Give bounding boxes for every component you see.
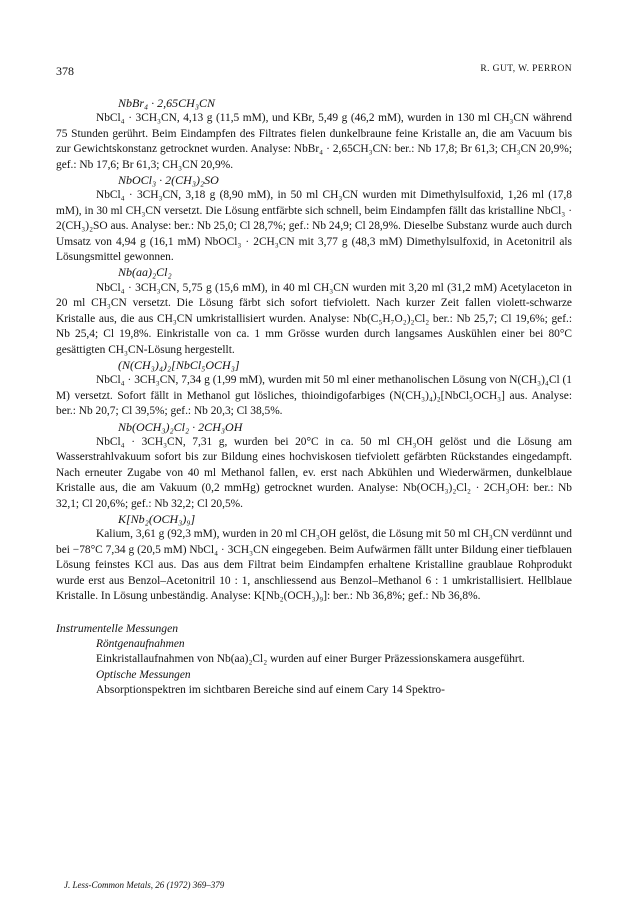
subsection-paragraph: Einkristallaufnahmen von Nb(aa)₂Cl₂ wurden auf einer Burger Präzessionskamera ausgeführt. bbox=[96, 653, 525, 666]
journal-footer: J. Less-Common Metals, 26 (1972) 369–379 bbox=[64, 880, 225, 890]
compound-paragraph: NbCl₄ · 3CH₃CN, 3,18 g (8,90 mM), in 50 ml CH₃CN wurden mit Dimethylsulfoxid, 1,26 ml (17,8 mM), in 30 ml CH₃CN versetzt. Die Lösung entfärbte sich schnell, beim Eindampfen fällt das kristalline NbCl₃ · 2(CH₃)₂SO aus. Analyse: ber.: Nb 25,0; Cl 28,7%; gef.: Nb 24,9; Cl 28,9%. Dieselbe Substanz wurde auch durch Umsatz von 4,94 g (16,1 mM) NbOCl₃ · 2CH₃CN mit 3,77 g (48,3 mM) Dimethylsulfoxid, in Acetonitril als Lösungsmittel gewonnen. bbox=[56, 189, 572, 264]
compound-heading: Nb(OCH₃)₂Cl₂ · 2CH₃OH bbox=[118, 419, 243, 434]
compound-paragraph: NbCl₄ · 3CH₃CN, 7,31 g, wurden bei 20°C in ca. 50 ml CH₃OH gelöst und die Lösung am Wasserstrahlvakuum sofort bis zur Bildung eines hochviskosen tiefviolett gefärbten Rückstandes eingedampft. Nach erneuter Zugabe von 40 ml Methanol fallen, ev. erst nach Abkühlen und Wiederwärmen, dunkelblaue Kristalle aus, die am Vakuum (0,2 mmHg) getrocknet wurden. Analyse: Nb(OCH₃)₂Cl₂ · 2CH₃OH: ber.: Nb 32,1; Cl 20,6%; gef.: Nb 32,2; Cl 20,5%. bbox=[56, 435, 572, 510]
compound-heading: NbOCl₃ · 2(CH₃)₂SO bbox=[118, 173, 219, 188]
page-body bbox=[56, 96, 572, 698]
compound-heading: K[Nb₂(OCH₃)₉] bbox=[118, 511, 196, 526]
compound-heading: (N(CH₃)₄)₂[NbCl₅OCH₃] bbox=[118, 357, 240, 372]
compound-paragraph: NbCl₄ · 3CH₃CN, 5,75 g (15,6 mM), in 40 ml CH₃CN wurden mit 3,20 ml (31,2 mM) Acetylaceton in 20 ml CH₃CN versetzt. Die Lösung färbt sich sofort tiefviolett. Nach kurzer Zeit fallen violett-schwarze Kristalle aus, die aus CH₃CN umkristallisiert wurden. Analyse: Nb(C₅H₇O₂)₂Cl₂ ber.: Nb 25,7; Cl 19,6%; gef.: Nb 25,4; Cl 19,8%. Einkristalle von ca. 1 mm Grösse wurden durch langsames Auskühlen einer bei 80°C gesättigten CH₃CN-Lösung hergestellt. bbox=[56, 281, 572, 356]
page-number: 378 bbox=[56, 64, 74, 78]
compound-heading: Nb(aa)₂Cl₂ bbox=[118, 265, 172, 280]
subsection-heading: Röntgenaufnahmen bbox=[96, 637, 185, 650]
journal-page bbox=[56, 64, 572, 698]
compound-paragraph: NbCl₄ · 3CH₃CN, 4,13 g (11,5 mM), und KBr, 5,49 g (46,2 mM), wurden in 130 ml CH₃CN während 75 Stunden gerührt. Beim Eindampfen des Filtrates fielen dunkelbraune feine Kristalle an, die am Vacuum bis zur Gewichtskonstanz getrocknet wurden. Analyse: NbBr₄ · 2,65CH₃CN: ber.: Nb 17,8; Br 61,3; CH₃CN 20,9%; gef.: Nb 17,6; Br 61,3; CH₃CN 20,9%. bbox=[56, 112, 572, 171]
subsection-paragraph: Absorptionspektren im sichtbaren Bereiche sind auf einem Cary 14 Spektro- bbox=[96, 684, 445, 697]
running-authors: R. GUT, W. PERRON bbox=[480, 64, 572, 74]
compound-paragraph: Kalium, 3,61 g (92,3 mM), wurden in 20 ml CH₃OH gelöst, die Lösung mit 50 ml CH₃CN verdünnt und bei −78°C 7,34 g (20,5 mM) NbCl₄ · 3CH₃CN eingegeben. Beim Aufwärmen fällt unter Bildung einer tiefblauen Lösung feinstes KCl aus. Das aus dem Filtrat beim Eindampfen erhaltene Kristalline graublaue Rohprodukt wurde erst aus Benzol–Acetonitril 10 : 1, anschliessend aus Benzol–Methanol 6 : 1 umkristallisiert. Hellblaue Kristalle. In Lösung unbeständig. Analyse: K[Nb₂(OCH₃)₉]: ber.: Nb 36,8%; gef.: Nb 36,8%. bbox=[56, 528, 572, 602]
running-header bbox=[56, 64, 572, 82]
compound-paragraph: NbCl₄ · 3CH₃CN, 7,34 g (1,99 mM), wurden mit 50 ml einer methanolischen Lösung von N(CH₃)₄Cl (1 M) versetzt. Sofort fällt in Methanol gut lösliches, thioindigofarbiges (N(CH₃)₄)₂[NbCl₅OCH₃] aus. Analyse: ber.: Nb 20,7; Cl 39,5%; gef.: Nb 20,3; Cl 38,5%. bbox=[56, 374, 572, 418]
compound-heading: NbBr₄ · 2,65CH₃CN bbox=[118, 96, 216, 110]
subsection-heading: Optische Messungen bbox=[96, 668, 191, 681]
section-heading: Instrumentelle Messungen bbox=[56, 622, 179, 636]
